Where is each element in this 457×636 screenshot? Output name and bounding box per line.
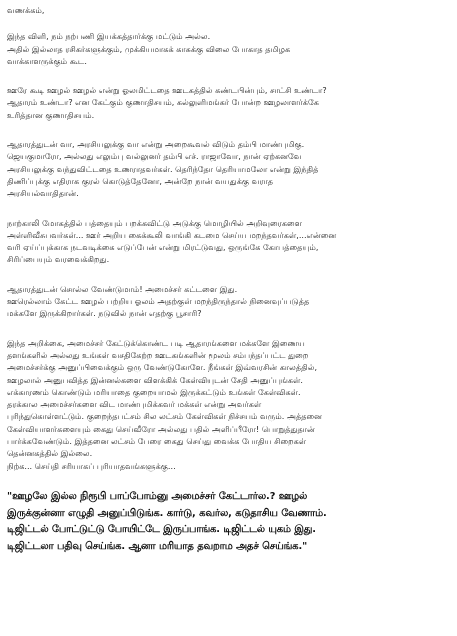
text-line: புரிந்துகொள்ளட்டும். குறைந்தபட்சம் சில லட்சம் கேள்விகள் நிச்சயம் வரும். அத்தனை <box>7 411 322 422</box>
paragraph-appeal <box>7 337 451 472</box>
spacer <box>7 121 451 138</box>
text-line: ஊரே கூடி ஊழல் ஊழல் என்று ஓலமிட்டதை ஊடகத்தில் கண்டபின்பும், சாட்சி உண்டா? <box>7 85 327 96</box>
text-line: அரசியல்வாதிதான். <box>7 188 79 199</box>
text-line: ஆதாரம் உண்டா? என கேட்கும் குணாதிசயம், கல்லுளிமங்கர் போன்ற ஊழலாளர்க்கே <box>7 97 319 108</box>
spacer <box>7 320 451 337</box>
text-line: அரசியலுக்கு வந்துவிட்டதை உணராதவர்கள். தெரிந்தோ தெரியாமலோ என்று இந்தித் <box>7 163 319 174</box>
quote-line: டிஜிட்டல் போட்டுட்டு போயிட்டே இருப்பாங்க. டிஜிட்டல் யுகம் இது. <box>7 524 317 536</box>
spacer <box>7 67 451 84</box>
spacer <box>7 200 451 217</box>
text-line: ஊழலால் அனுபவித்த இன்னல்களை விளக்கிக் கேள்வியுடன் சேதி அனுப்புங்கள். <box>7 374 303 385</box>
text-line: ஊரெல்லாம் கேட்ட ஊழல் பற்றிய ஓலம் அதற்குள் மறந்திருந்தால் நினைவுப்படுத்த <box>7 296 310 307</box>
text-line: வாக்காளருக்கும் கூட. <box>7 55 87 66</box>
greeting: வணக்கம், <box>7 5 45 15</box>
text-line: மக்களே இருக்கிறார்கள். நடுவில் நான் எதற்கு பூசாரி? <box>7 308 202 319</box>
paragraph-evidence <box>7 283 451 320</box>
text-line: அமைச்சர்க்கு அனுப்பிவைக்கும் ஒரு வேண்டுகோளே. நீங்கள் இவ்வரசின் காலத்தில், <box>7 362 318 373</box>
text-line: தென்னகத்தில் இல்லை. <box>7 448 93 459</box>
text-line: ஆதாரத்துடன் வா, அரசியலுக்கு வா என்று அறைகூவல் விடும் தம்பி மாண்புமிகு. <box>7 139 305 150</box>
text-line: இந்த விளி, நம் நற்பணி இயக்கத்தார்க்கு மட்டும் அல்ல. <box>7 31 211 42</box>
closing-quote <box>7 489 451 555</box>
text-line: நாற்காலி மோகத்தில் பத்தையும் பறக்கவிட்டு அடுக்கு மொழியில் அறிவுரைகளை <box>7 217 303 228</box>
text-line: தரக்கால அமைச்சர்களை விட மாண்புமிக்கவர் மக்கள் என்று அவர்கள் <box>7 399 262 410</box>
paragraph-intro <box>7 30 451 67</box>
spacer <box>7 472 451 489</box>
paragraph-threat <box>7 217 451 266</box>
paragraph-challenge <box>7 138 451 199</box>
text-line: இந்த அறிக்கை, அமைச்சர் கேட்டுக்கொண்ட படி ஆதாரங்களை மக்களே இணைய <box>7 337 305 348</box>
text-line: எக்காரணம் கொண்டும் மரியாதை குறையாமல் இருக்கட்டும் உங்கள் கேள்விகள். <box>7 386 301 397</box>
text-line: பார்க்கவேண்டும். இத்தனை லட்சம் பேரை கைது செய்து வைக்க போதிய சிறைகள் <box>7 436 307 447</box>
text-line: உரித்தான குணாதிசயம். <box>7 109 95 120</box>
text-line: அள்ளிவீசுபவர்கள்... ஊர் அறிய கைக்கூலி வாங்கி கடமை செய்ய மறந்தவர்கள்,...என்னை <box>7 229 337 240</box>
text-line: தளங்களில் அல்லது உங்கள் வசதிகேற்ற ஊடகங்களின் மூலம் சம்பந்தப்பட்ட துறை <box>7 349 309 360</box>
text-line: திணிப்புக்கு எதிராக குரல் கொடுத்தேனோ, அன்றே நான் வயதுக்கு வராத <box>7 175 274 186</box>
quote-line: இருக்குன்னா எழுதி அனுப்பிடுங்க. கார்டு, கவர்ல, கடுதாசிய வேணாம். <box>7 507 327 519</box>
text-line: அதில் இல்லாத ரசிகர்களுக்கும், முக்கியமாகக் காசுக்கு விலை போகாத தமிழக <box>7 43 291 54</box>
spacer <box>7 16 451 30</box>
spacer <box>7 266 451 283</box>
text-line: ஆதாரத்துடன் சொல்ல வேண்டுமாம்! அமைச்சர் கட்டளை இது. <box>7 283 238 294</box>
text-line: நிற்க... செய்தி சரியாகப் புரியாதவங்களுக்கு... <box>7 460 176 471</box>
text-line: ஜெயகுமாரோ, அல்லது எலும்பு வல்லுனர் தம்பி எச். ராஜாவோ, நான் ஏற்கனவே <box>7 151 302 162</box>
text-line: வரி ஏய்ப்புக்காக நடவடிக்கை எடுப்பேன் என்று மிரட்டுவது, ஒருங்கே கோபத்தையும், <box>7 242 319 253</box>
quote-line: டிஜிட்டலா பதிவு செய்ங்க. ஆனா மரியாத தவறாம அதச் செய்ங்க." <box>7 540 308 552</box>
text-line: கேள்வியாளர்களையும் கைது செய்வீரோ அல்லது பதில் அளிப்பீரோ! பொறுத்துதான் <box>7 423 315 434</box>
paragraph-corruption-outcry <box>7 84 451 121</box>
quote-line: "ஊழலே இல்ல நிரூபி பாப்போம்னு அமைச்சர் கேட்டார்ல.? ஊழல் <box>7 490 308 502</box>
text-line: சிரிப்பையும் வரவைக்கிறது. <box>7 254 110 265</box>
